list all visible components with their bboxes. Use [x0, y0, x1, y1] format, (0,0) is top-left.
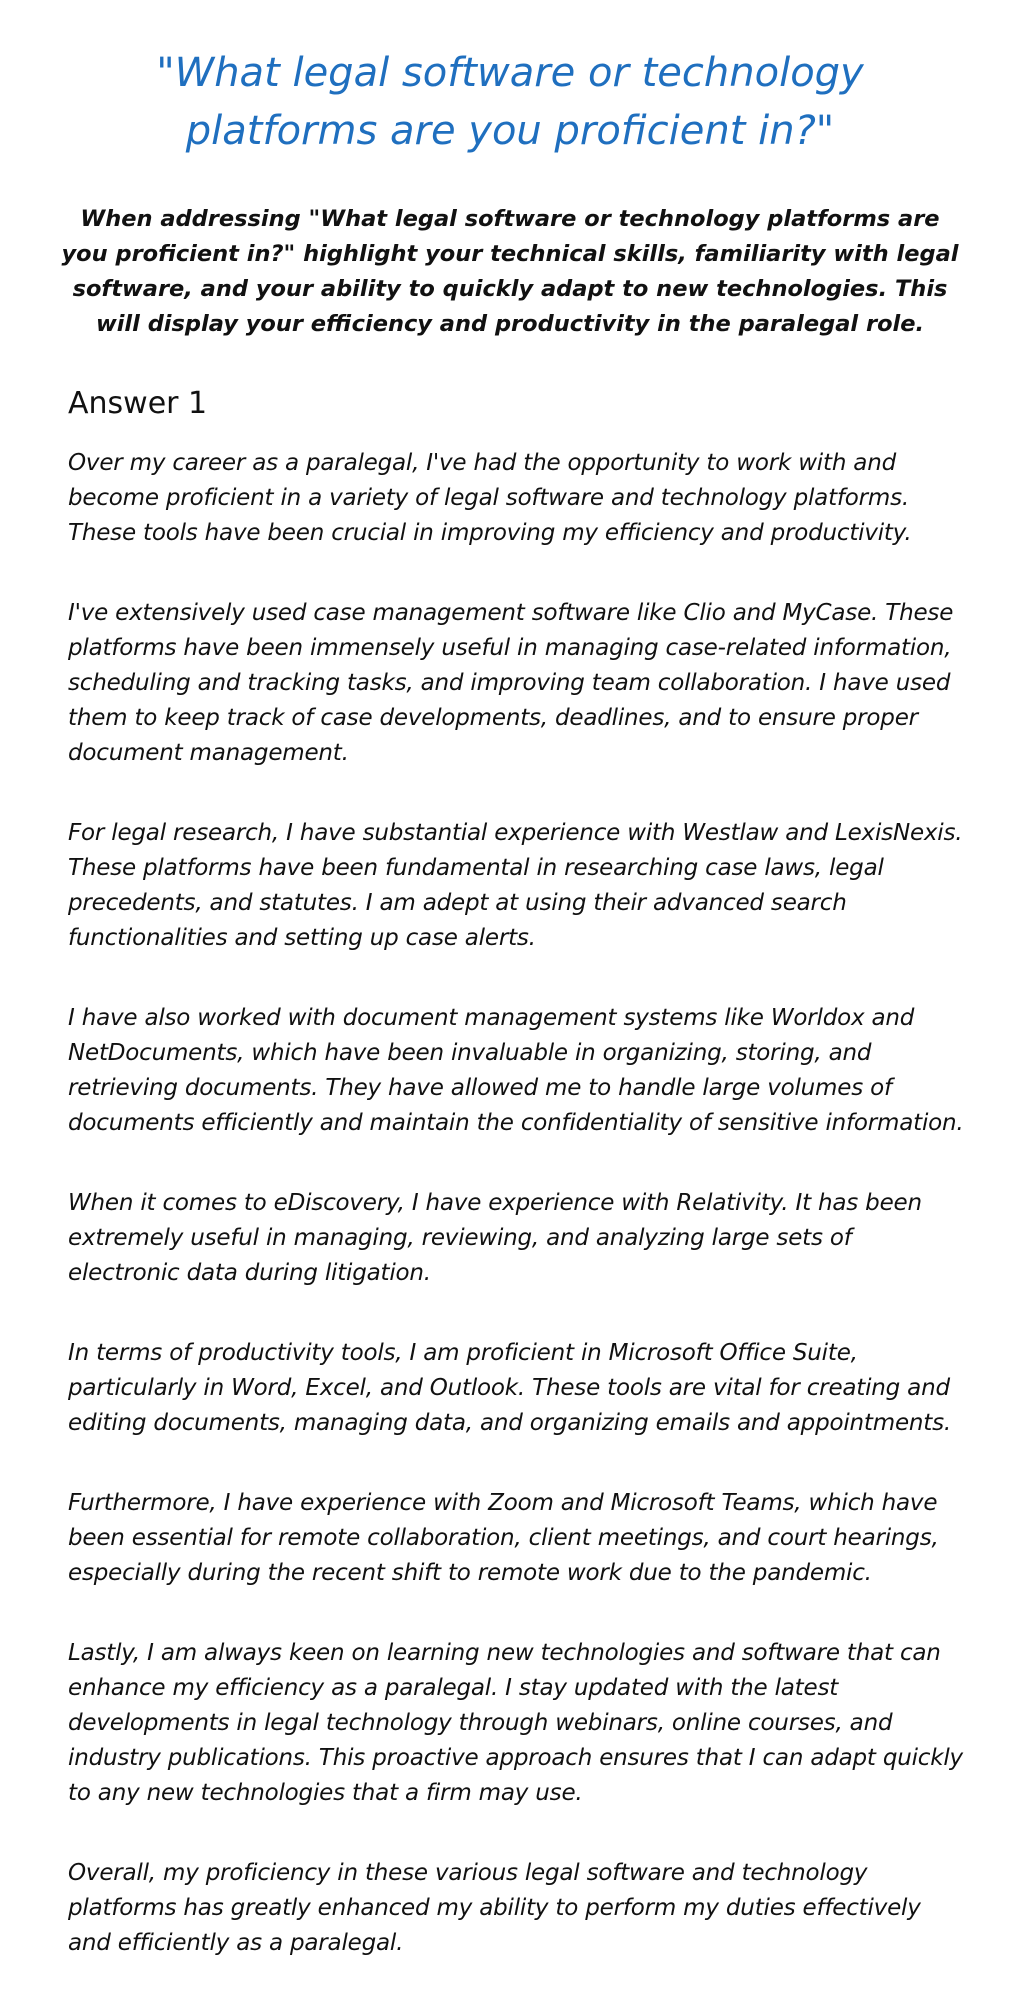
answer-paragraph-6: In terms of productivity tools, I am proficient in Microsoft Office Suite, particularly in Word, Excel, and Outlook. These tools are vital for creating and editing documents, managing data, and organizing emails and appointments. — [68, 1340, 951, 1436]
answer-paragraph-8: Lastly, I am always keen on learning new technologies and software that can enhance my efficiency as a paralegal. I stay updated with the latest developments in legal technology through webinars, online courses, and industry publications. This proactive approach ensures that I can adapt quickly to any new technologies that a firm may use. — [68, 1640, 963, 1806]
answer-paragraph-7: Furthermore, I have experience with Zoom and Microsoft Teams, which have been essential for remote collaboration, client meetings, and court hearings, especially during the recent shift to remote work due to the pandemic. — [68, 1490, 939, 1586]
page-title: "What legal software or technology platforms are you proficient in?" — [156, 50, 864, 154]
answer-heading: Answer 1 — [68, 386, 208, 421]
answer-paragraph-1: Over my career as a paralegal, I've had the opportunity to work with and become proficient in a variety of legal software and technology platforms. These tools have been crucial in improving my efficiency and productivity. — [68, 450, 912, 546]
intro-paragraph: When addressing "What legal software or technology platforms are you proficient in?" highlight your technical skills, familiarity with legal software, and your ability to quickly adapt to new technologies. This will display your efficiency and productivity in the paralegal role. — [61, 206, 959, 337]
answer-paragraph-4: I have also worked with document management systems like Worldox and NetDocuments, which have been invaluable in organizing, storing, and retrieving documents. They have allowed me to handle large volumes of documents efficiently and maintain the confidentiality of sensitive information. — [68, 1005, 964, 1136]
answer-paragraph-2: I've extensively used case management software like Clio and MyCase. These platforms have been immensely useful in managing case-related information, scheduling and tracking tasks, and improving team collaboration. I have used them to keep track of case developments, deadlines, and to ensure proper document management. — [68, 600, 954, 766]
answer-paragraph-9: Overall, my proficiency in these various legal software and technology platforms has greatly enhanced my ability to perform my duties effectively and efficiently as a paralegal. — [68, 1860, 921, 1956]
answer-paragraph-3: For legal research, I have substantial experience with Westlaw and LexisNexis. These platforms have been fundamental in researching case laws, legal precedents, and statutes. I am adept at using their advanced search functionalities and setting up case alerts. — [68, 820, 963, 951]
answer-paragraph-5: When it comes to eDiscovery, I have experience with Relativity. It has been extremely useful in managing, reviewing, and analyzing large sets of electronic data during litigation. — [68, 1190, 922, 1286]
